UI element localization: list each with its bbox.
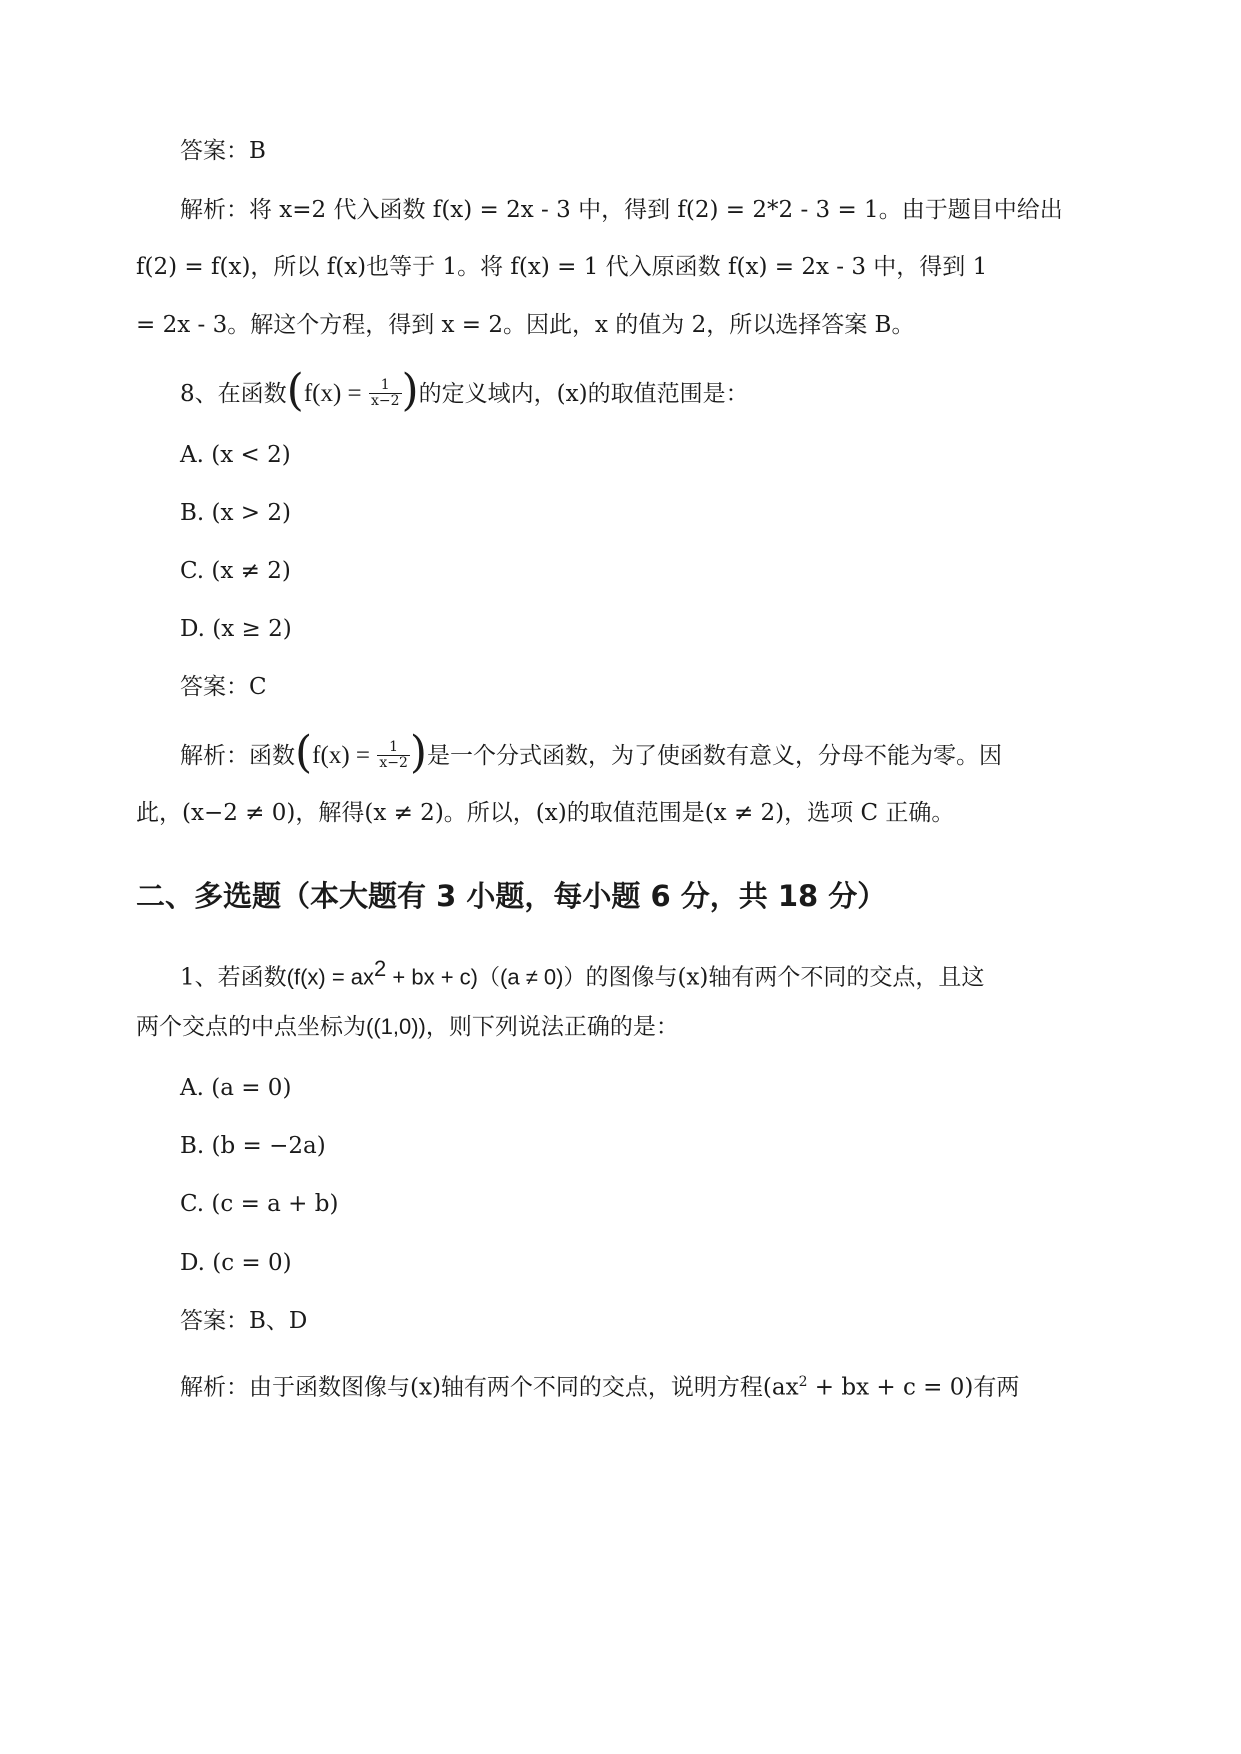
prev-answer: 答案：B [180,138,266,164]
q1-option-d: D. (c = 0) [180,1250,292,1276]
section-heading: 二、多选题（本大题有 3 小题，每小题 6 分，共 18 分） [136,879,887,913]
q8-fraction [369,378,402,409]
q1-analysis-suffix: + bx + c = 0)有两 [807,1374,1020,1401]
q8-suffix: 的定义域内，(x)的取值范围是： [418,381,749,407]
q8-analysis-frac-den: x−2 [379,754,408,771]
q1-condition: （(a ≠ 0)） [478,964,586,990]
prev-analysis-line-3: = 2x - 3。解这个方程，得到 x = 2。因此，x 的值为 2，所以选择答案 B。 [136,312,915,338]
q8-option-c: C. (x ≠ 2) [180,558,291,584]
q1-midpoint: ((1,0)) [366,1014,426,1039]
open-paren: ( [295,727,313,778]
q1-answer: 答案：B、D [180,1308,308,1334]
q8-stem [180,365,749,416]
q1-formula-sup: 2 [374,956,387,981]
prev-analysis-line-2: f(2) = f(x)，所以 f(x)也等于 1。将 f(x) = 1 代入原函数 f(x) = 2x - 3 中，得到 1 [136,254,988,280]
q8-analysis-frac-num: 1 [377,740,410,756]
q1-analysis-line-1 [180,1367,1019,1403]
q1-formula-b: + bx + c) [386,964,479,990]
q8-analysis-line-2: 此，(x−2 ≠ 0)，解得(x ≠ 2)。所以，(x)的取值范围是(x ≠ 2)，选项 C 正确。 [136,800,955,826]
q1-analysis-prefix: 解析：由于函数图像与(x)轴有两个不同的交点，说明方程(ax [180,1374,799,1401]
q8-analysis-prefix: 解析：函数 [180,743,295,769]
q1-l2-prefix: 两个交点的中点坐标为 [136,1014,366,1040]
q1-option-b: B. (b = −2a) [180,1133,326,1159]
q8-frac-den: x−2 [370,392,400,409]
q8-frac-num: 1 [369,378,402,394]
q8-option-b: B. (x > 2) [180,500,291,526]
q1-prefix: 1、若函数 [180,964,287,991]
close-paren: ) [409,727,428,778]
q1-analysis-sup: 2 [798,1374,808,1390]
q8-option-d: D. (x ≥ 2) [180,616,292,642]
q1-l1-suffix: 的图像与(x)轴有两个不同的交点，且这 [585,964,985,991]
close-paren: ) [401,365,419,416]
q1-l2-suffix: ，则下列说法正确的是： [425,1014,679,1040]
q1-stem-line-1 [180,954,984,993]
q8-analysis-suffix: 是一个分式函数，为了使函数有意义，分母不能为零。因 [427,743,1003,769]
q8-prefix: 8、在函数 [180,381,287,407]
q8-answer: 答案：C [180,674,267,700]
q1-option-a: A. (a = 0) [180,1075,292,1101]
q8-analysis-fraction [377,740,410,771]
open-paren: ( [286,365,304,416]
q8-fx: f(x) = [303,380,362,407]
q1-formula-a: (f(x) = ax [286,964,375,990]
q1-option-c: C. (c = a + b) [180,1191,339,1217]
q8-option-a: A. (x < 2) [180,442,291,468]
prev-analysis-line-1: 解析：将 x=2 代入函数 f(x) = 2x - 3 中，得到 f(2) = 2*2 - 3 = 1。由于题目中给出 [180,197,1063,223]
q8-analysis-fx: f(x) = [312,742,370,769]
q8-analysis-line-1 [180,727,1003,778]
q1-stem-line-2 [136,1012,679,1042]
